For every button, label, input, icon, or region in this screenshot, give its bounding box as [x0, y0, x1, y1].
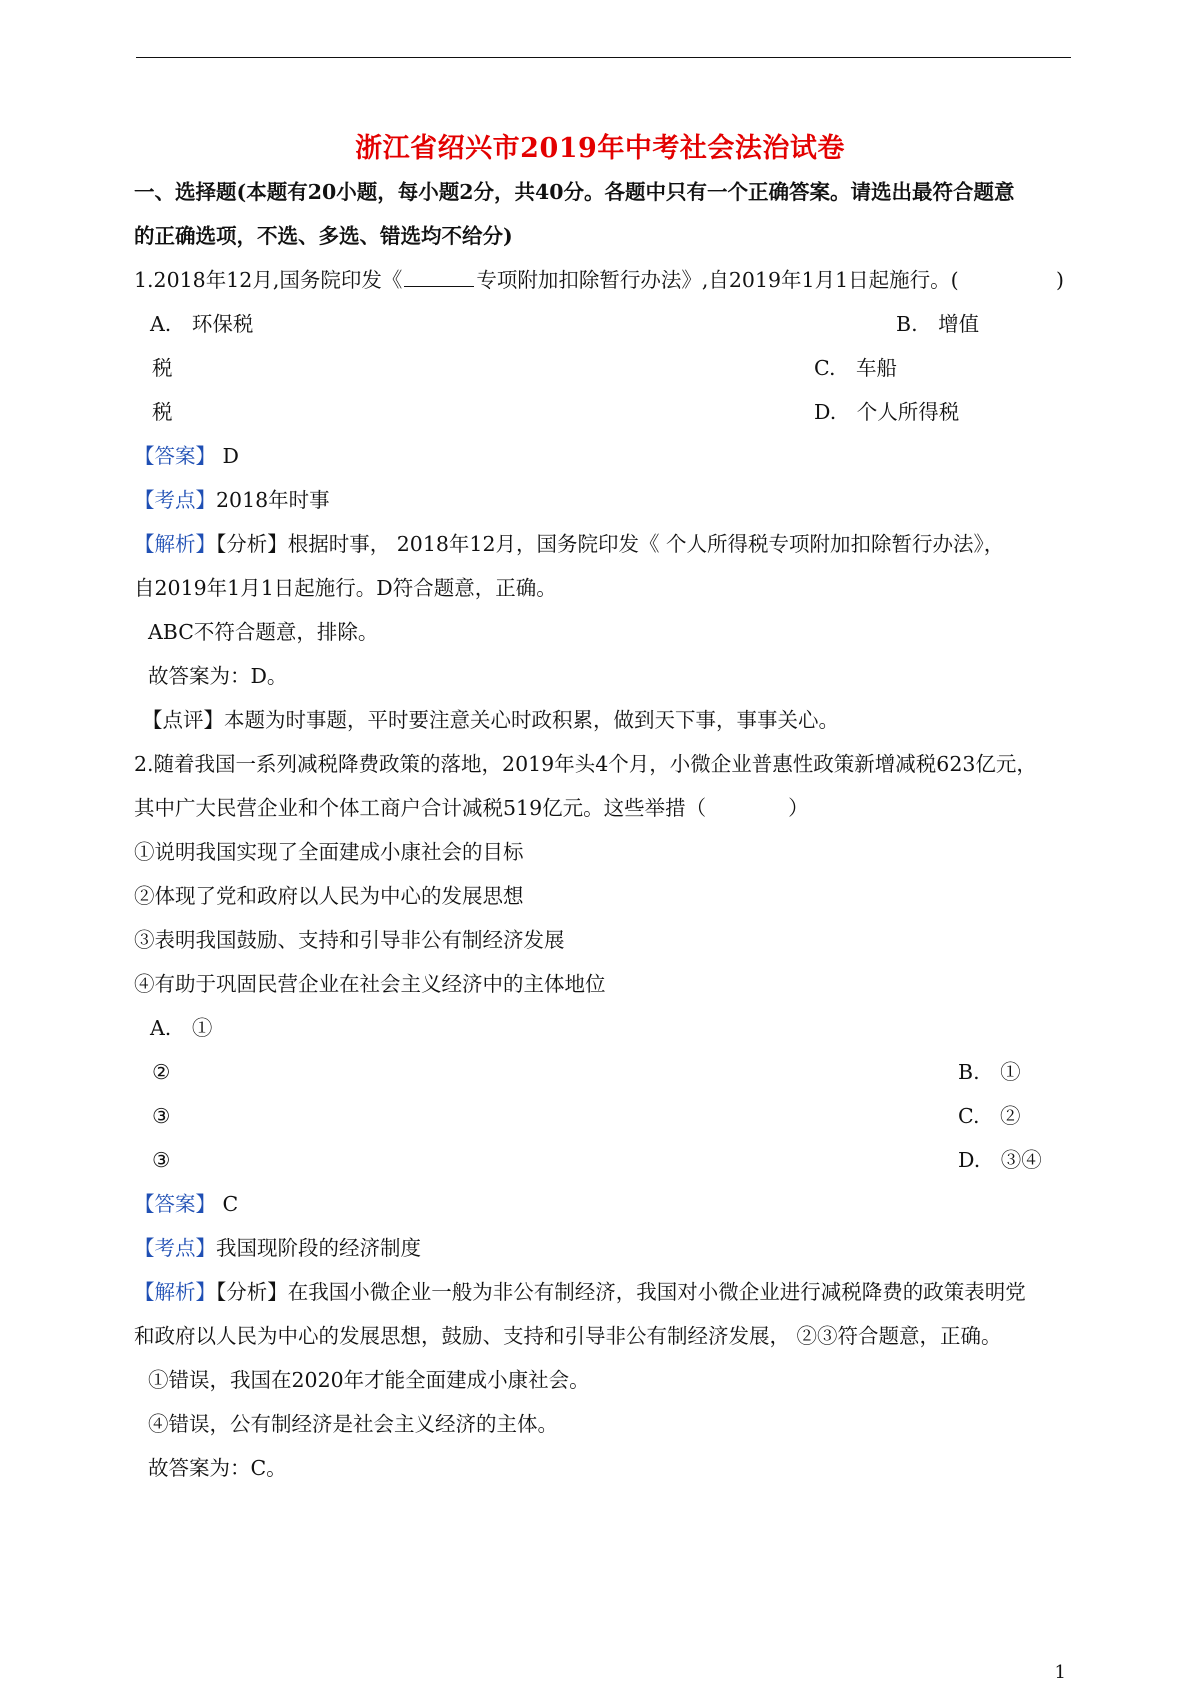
section-heading-line1: 一、选择题(本题有20小题，每小题2分，共40分。各题中只有一个正确答案。请选出最符合题意	[134, 180, 1015, 204]
q2-point	[134, 1234, 421, 1262]
q1-stem	[134, 266, 959, 294]
q2-item-1: ①说明我国实现了全面建成小康社会的目标	[134, 840, 524, 864]
q2-option-c-wrap: ③	[152, 1148, 171, 1172]
q1-analysis-line4: 故答案为：D。	[148, 664, 288, 688]
q2-item-2: ②体现了党和政府以人民为中心的发展思想	[134, 884, 524, 908]
q1-analysis-line2: 自2019年1月1日起施行。D符合题意，正确。	[134, 576, 557, 600]
q2-answer-value: C	[216, 1192, 239, 1216]
q2-option-d: D. ③④	[958, 1148, 1042, 1172]
point-tag: 【考点】	[134, 1236, 216, 1260]
q2-option-a: A. ①	[150, 1016, 213, 1040]
header-rule	[136, 57, 1071, 58]
analysis-tag: 【解析】	[134, 532, 216, 556]
answer-tag: 【答案】	[134, 1192, 216, 1216]
q2-analysis-line5: 故答案为：C。	[148, 1456, 287, 1480]
q1-stem-part-b: 专项附加扣除暂行办法》,自2019年1月1日起施行。(	[476, 268, 959, 292]
q1-option-b-wrap: 税	[152, 356, 173, 380]
q2-analysis-line3: ①错误，我国在2020年才能全面建成小康社会。	[148, 1368, 590, 1392]
q2-analysis-line1	[134, 1278, 1026, 1306]
q1-answer	[134, 442, 239, 470]
q2-stem-line2: 其中广大民营企业和个体工商户合计减税519亿元。这些举措（ ）	[134, 796, 809, 820]
q1-comment-text: 本题为时事题，平时要注意关心时政积累，做到天下事，事事关心。	[224, 708, 839, 732]
answer-tag: 【答案】	[134, 444, 216, 468]
q1-analysis-line1	[134, 530, 1004, 558]
q2-analysis-text1: 【分析】在我国小微企业一般为非公有制经济，我国对小微企业进行减税降费的政策表明党	[216, 1280, 1026, 1304]
section-heading-line2: 的正确选项，不选、多选、错选均不给分)	[134, 224, 513, 248]
q2-option-a-wrap: ②	[152, 1060, 171, 1084]
q2-answer	[134, 1190, 238, 1218]
comment-tag: 【点评】	[142, 708, 224, 732]
q2-option-b: B. ①	[958, 1060, 1021, 1084]
analysis-tag: 【解析】	[134, 1280, 216, 1304]
q1-analysis-line3: ABC不符合题意，排除。	[148, 620, 379, 644]
q1-stem-close: )	[1056, 268, 1064, 292]
q2-option-c: C. ②	[958, 1104, 1021, 1128]
page-title: 浙江省绍兴市2019年中考社会法治试卷	[355, 133, 845, 164]
q1-option-c: C. 车船	[814, 356, 897, 380]
page-number: 1	[1054, 1662, 1066, 1683]
q1-option-c-wrap: 税	[152, 400, 173, 424]
q2-item-3: ③表明我国鼓励、支持和引导非公有制经济发展	[134, 928, 565, 952]
q1-point	[134, 486, 330, 514]
fill-in-blank	[404, 268, 474, 287]
q1-analysis-text1: 【分析】根据时事， 2018年12月，国务院印发《 个人所得税专项附加扣除暂行办法》，	[216, 532, 1005, 556]
point-tag: 【考点】	[134, 488, 216, 512]
q2-analysis-line4: ④错误，公有制经济是社会主义经济的主体。	[148, 1412, 558, 1436]
q1-option-a: A. 环保税	[150, 312, 254, 336]
q2-analysis-line2: 和政府以人民为中心的发展思想，鼓励、支持和引导非公有制经济发展， ②③符合题意，正确。	[134, 1324, 1002, 1348]
q1-answer-value: D	[216, 444, 239, 468]
q1-point-value: 2018年时事	[216, 488, 330, 512]
q1-option-b: B. 增值	[896, 312, 980, 336]
q2-point-value: 我国现阶段的经济制度	[216, 1236, 421, 1260]
q1-comment	[142, 706, 839, 734]
q1-stem-part-a: 1.2018年12月,国务院印发《	[134, 268, 403, 292]
q2-option-b-wrap: ③	[152, 1104, 171, 1128]
q2-item-4: ④有助于巩固民营企业在社会主义经济中的主体地位	[134, 972, 606, 996]
q1-option-d: D. 个人所得税	[814, 400, 960, 424]
q2-stem-line1: 2.随着我国一系列减税降费政策的落地，2019年头4个月，小微企业普惠性政策新增减税623亿元，	[134, 752, 1037, 776]
